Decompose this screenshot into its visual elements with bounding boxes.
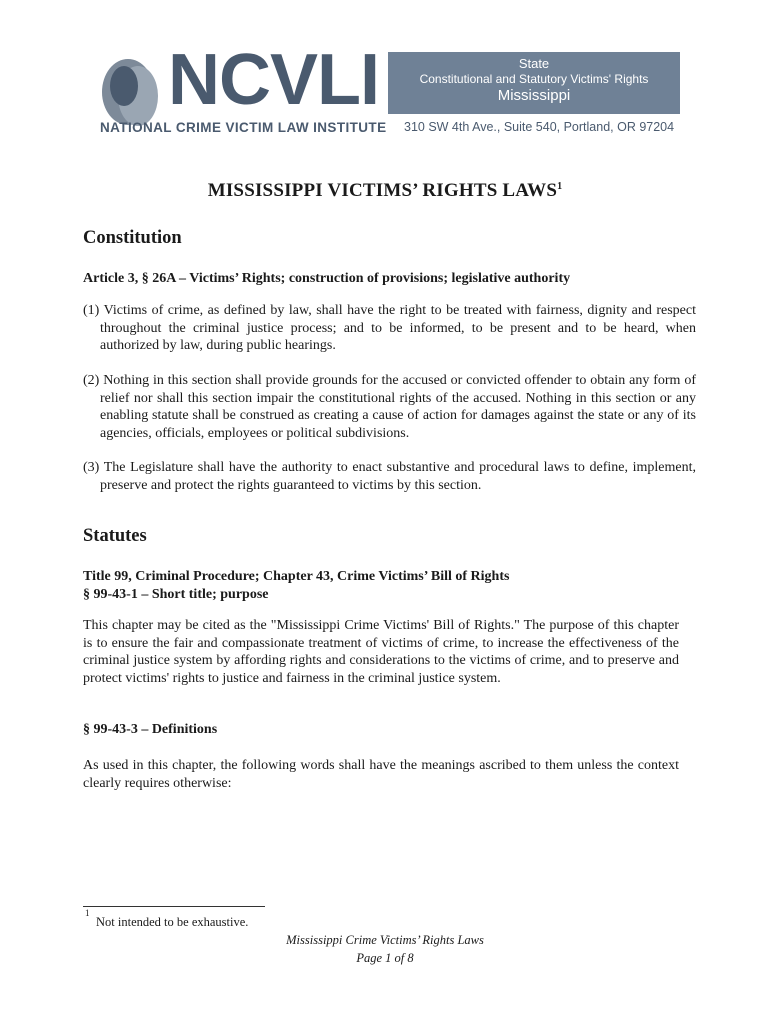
title99-heading: Title 99, Criminal Procedure; Chapter 43, Crime Victims’ Bill of Rights	[83, 569, 510, 584]
section-99-43-1-heading: § 99-43-1 – Short title; purpose	[83, 587, 269, 602]
state-banner-line1: State	[518, 56, 550, 71]
section-99-43-1-text: This chapter may be cited as the "Mississippi Crime Victims' Bill of Rights." The purpose of this chapter is to ensure the fair and compassionate treatment of victims of crime, to increase the effectiveness of the criminal justice system by affording rights and considerations to the victims of crime, and to preserve and protect victims' rights to justice and fairness in the criminal justice system.	[83, 618, 679, 686]
state-banner-state: Mississippi	[497, 87, 571, 104]
state-banner	[388, 52, 680, 114]
constitution-paragraph-2: (2) Nothing in this section shall provide grounds for the accused or convicted offender to obtain any form of relief nor shall this section impair the constitutional rights of the accused. Nothing in this section or any enabling statute shall be construed as creating a cause of action for damages against the state or any of its agencies, officials, employees or political subdivisions.	[83, 373, 696, 441]
footnote-divider	[83, 906, 265, 907]
constitution-paragraph-3: (3) The Legislature shall have the authority to enact substantive and procedural laws to define, implement, preserve and protect the rights guaranteed to victims by this section.	[83, 460, 696, 493]
state-banner-line2: Constitutional and Statutory Victims' Rights	[419, 72, 649, 86]
logo-wordmark: NCVLI	[168, 40, 379, 120]
section-99-43-3-text: As used in this chapter, the following words shall have the meanings ascribed to them unless the context clearly requires otherwise:	[83, 758, 679, 791]
footnote-text: Not intended to be exhaustive.	[96, 915, 249, 929]
constitution-paragraph-1: (1) Victims of crime, as defined by law, shall have the right to be treated with fairness, dignity and respect throughout the criminal justice process; and to be informed, to be present and to be heard, when authorized by law, during public hearings.	[83, 303, 696, 354]
section-99-43-3-heading: § 99-43-3 – Definitions	[83, 722, 218, 737]
article-heading: Article 3, § 26A – Victims’ Rights; construction of provisions; legislative authority	[83, 271, 571, 286]
ncvli-header	[98, 40, 682, 140]
ncvli-logo-icon	[98, 56, 166, 128]
statutes-heading: Statutes	[83, 526, 147, 546]
document-title	[0, 180, 770, 202]
footnote-mark: 1	[85, 908, 90, 918]
document-title-text: MISSISSIPPI VICTIMS’ RIGHTS LAWS	[207, 180, 558, 201]
ncvli-address: 310 SW 4th Ave., Suite 540, Portland, OR 97204	[404, 120, 675, 134]
logo-subtitle: NATIONAL CRIME VICTIM LAW INSTITUTE	[100, 120, 387, 135]
footer-doc-name: Mississippi Crime Victims’ Rights Laws	[286, 933, 484, 947]
footer-page-number: Page 1 of 8	[356, 951, 414, 965]
title-footnote-mark[interactable]: 1	[557, 181, 563, 192]
constitution-heading: Constitution	[83, 228, 182, 248]
